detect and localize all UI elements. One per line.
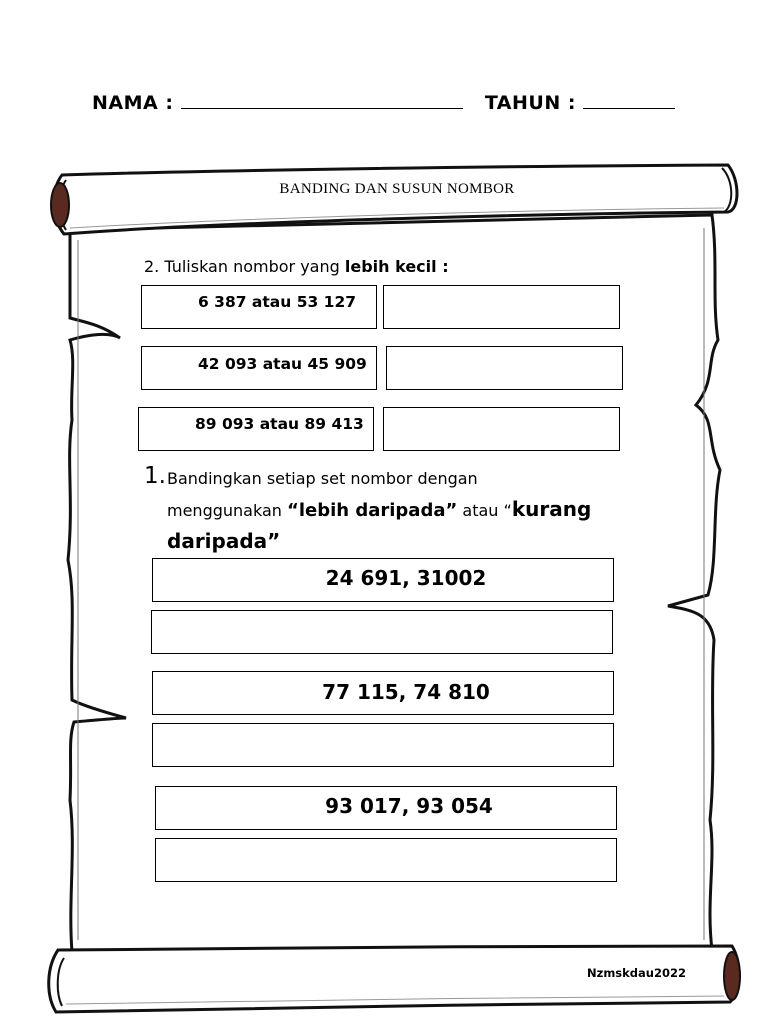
set-answer-box-2[interactable] [152, 723, 614, 767]
question-2-text: Tuliskan nombor yang [164, 257, 340, 276]
phrase-lebih-daripada: “lebih daripada” [287, 500, 458, 521]
phrase-daripada: daripada” [167, 529, 281, 553]
student-info-line [92, 92, 692, 114]
answer-box-1[interactable] [383, 285, 620, 329]
question-2-prompt [144, 257, 449, 276]
pair-text-3: 89 093 atau 89 413 [195, 415, 364, 433]
question-2-bold: lebih kecil : [344, 257, 449, 276]
name-blank[interactable] [181, 92, 463, 109]
set-text-3: 93 017, 93 054 [325, 794, 493, 818]
year-blank[interactable] [583, 92, 675, 109]
question-1-atau: atau “ [462, 501, 512, 520]
phrase-kurang: kurang [511, 497, 592, 521]
answer-box-2[interactable] [386, 346, 623, 390]
pair-text-1: 6 387 atau 53 127 [198, 293, 357, 311]
set-text-1: 24 691, 31002 [325, 566, 487, 590]
worksheet-title: BANDING DAN SUSUN NOMBOR [279, 181, 515, 197]
question-1-number: 1. [144, 463, 166, 489]
name-label: NAMA : [92, 92, 174, 114]
question-1-prompt [167, 468, 637, 556]
set-text-2: 77 115, 74 810 [322, 680, 490, 704]
year-label: TAHUN : [484, 92, 576, 114]
author-credit: Nzmskdau2022 [587, 966, 686, 980]
question-2-number: 2. [144, 257, 160, 276]
question-1-line-1: Bandingkan setiap set nombor dengan [167, 469, 478, 488]
pair-text-2: 42 093 atau 45 909 [198, 355, 367, 373]
set-answer-box-1[interactable] [151, 610, 613, 654]
question-1-line-2-prefix: menggunakan [167, 501, 282, 520]
set-answer-box-3[interactable] [155, 838, 617, 882]
answer-box-3[interactable] [383, 407, 620, 451]
